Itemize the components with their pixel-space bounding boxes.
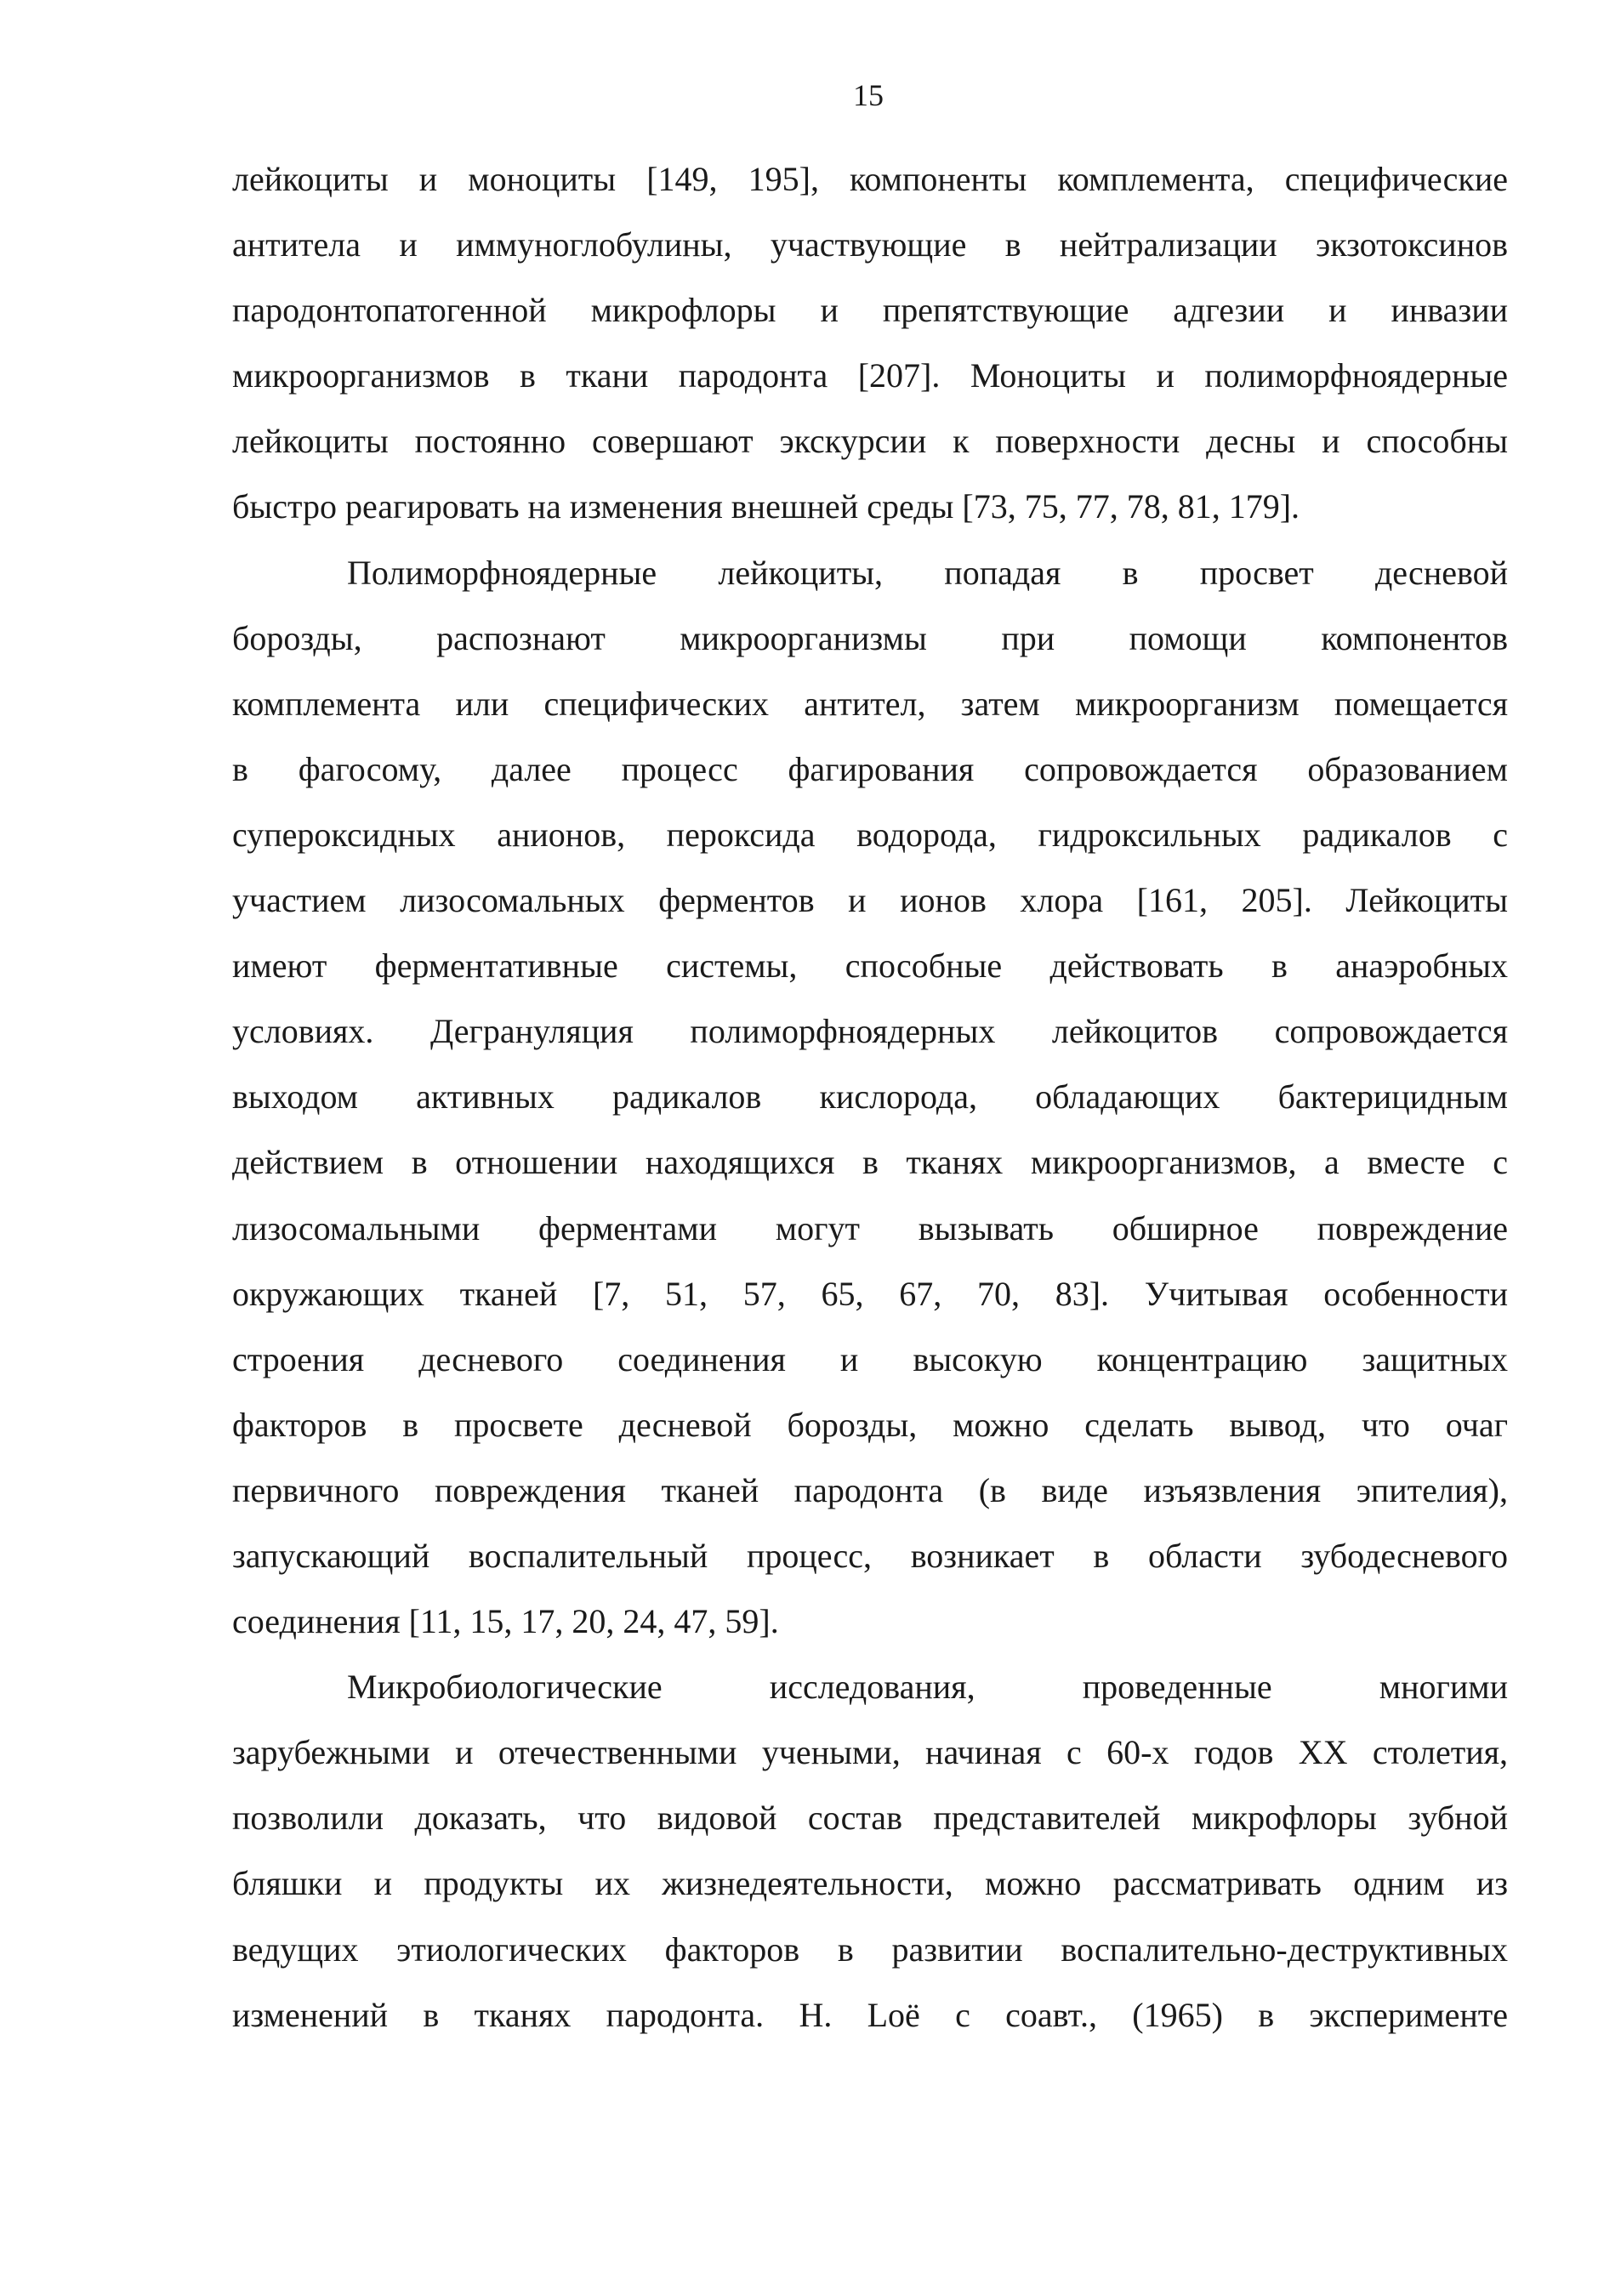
text-line: участием лизосомальных ферментов и ионов хлора [161, 205]. Лейкоциты [232, 881, 1508, 920]
text-line: лейкоциты постоянно совершают экскурсии к поверхности десны и способны [232, 422, 1508, 461]
text-line: изменений в тканях пародонта. H. Loё с соавт., (1965) в эксперименте [232, 1995, 1508, 2034]
text-line: лейкоциты и моноциты [149, 195], компоненты комплемента, специфические [232, 160, 1508, 198]
text-line: супероксидных анионов, пероксида водорода, гидроксильных радикалов с [232, 815, 1508, 854]
text-line: пародонтопатогенной микрофлоры и препятствующие адгезии и инвазии [232, 291, 1508, 330]
text-line: окружающих тканей [7, 51, 57, 65, 67, 70, 83]. Учитывая особенности [232, 1274, 1508, 1313]
body-text [232, 146, 1508, 2048]
text-line: лизосомальными ферментами могут вызывать обширное повреждение [232, 1208, 1508, 1247]
text-line: Микробиологические исследования, проведенные многими [347, 1668, 1508, 1707]
text-line: ведущих этиологических факторов в развитии воспалительно-деструктивных [232, 1929, 1508, 1969]
page-number: 15 [853, 78, 884, 112]
text-line: комплемента или специфических антител, затем микроорганизм помещается [232, 684, 1508, 723]
text-line: позволили доказать, что видовой состав представителей микрофлоры зубной [232, 1799, 1508, 1838]
text-line: антитела и иммуноглобулины, участвующие в нейтрализации экзотоксинов [232, 225, 1508, 264]
text-line: условиях. Дегрануляция полиморфноядерных лейкоцитов сопровождается [232, 1012, 1508, 1051]
text-line: бляшки и продукты их жизнедеятельности, можно рассматривать одним из [232, 1864, 1508, 1903]
text-line: строения десневого соединения и высокую концентрацию защитных [232, 1339, 1508, 1378]
text-line: зарубежными и отечественными учеными, начиная с 60-х годов XX столетия, [232, 1733, 1508, 1772]
text-line: выходом активных радикалов кислорода, обладающих бактерицидным [232, 1077, 1508, 1117]
text-line: борозды, распознают микроорганизмы при помощи компонентов [232, 618, 1508, 657]
text-line: Полиморфноядерные лейкоциты, попадая в просвет десневой [347, 553, 1508, 592]
text-line: действием в отношении находящихся в тканях микроорганизмов, а вместе с [232, 1143, 1508, 1182]
text-line: микроорганизмов в ткани пародонта [207]. Моноциты и полиморфноядерные [232, 356, 1508, 395]
text-line: первичного повреждения тканей пародонта (в виде изъязвления эпителия), [232, 1470, 1508, 1509]
text-line: имеют ферментативные системы, способные действовать в анаэробных [232, 946, 1508, 986]
text-line: факторов в просвете десневой борозды, можно сделать вывод, что очаг [232, 1405, 1508, 1444]
text-line: быстро реагировать на изменения внешней среды [73, 75, 77, 78, 81, 179]. [232, 487, 1300, 526]
text-line: в фагосому, далее процесс фагирования сопровождается образованием [232, 749, 1508, 788]
text-line: запускающий воспалительный процесс, возникает в области зубодесневого [232, 1536, 1508, 1575]
text-line: соединения [11, 15, 17, 20, 24, 47, 59]. [232, 1602, 779, 1641]
